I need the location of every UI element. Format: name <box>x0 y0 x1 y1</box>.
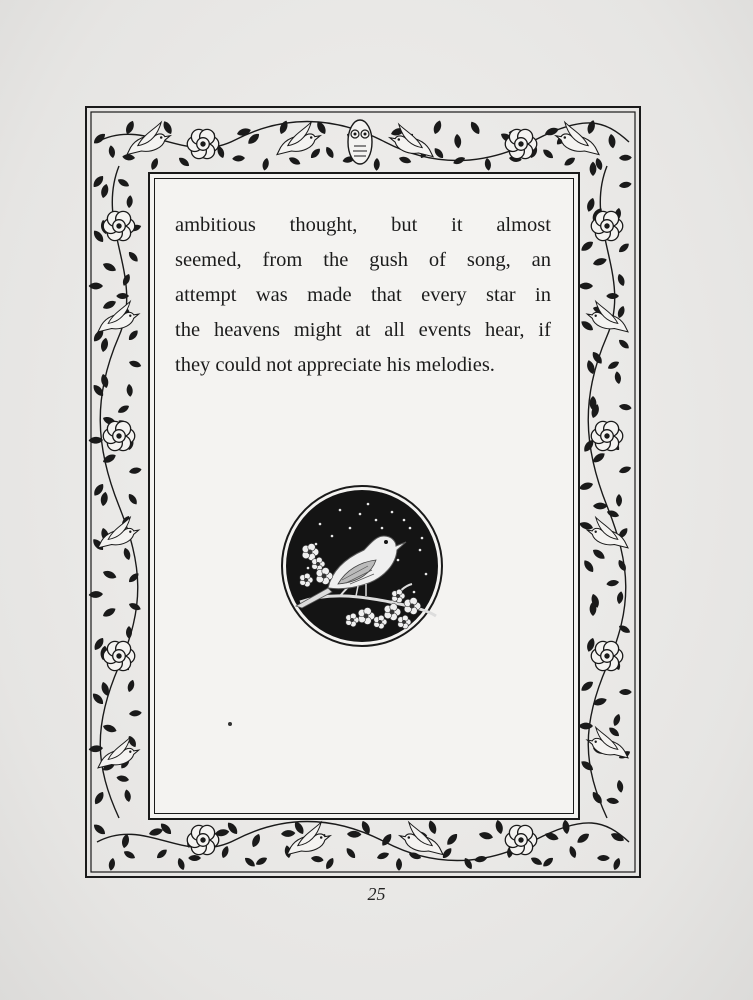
leaf-icon <box>445 832 460 847</box>
leaf-icon <box>578 481 594 492</box>
passage-line-3: attempt was made that every star in <box>175 284 551 306</box>
leaf-icon <box>155 847 169 860</box>
leaf-icon <box>591 547 607 561</box>
passage-line-1: ambitious thought, but it almost <box>175 214 551 236</box>
rose-icon <box>591 421 623 450</box>
leaf-icon <box>592 696 608 707</box>
leaf-icon <box>484 158 492 172</box>
leaf-icon <box>100 183 110 199</box>
passage-line-2: seemed, from the gush of song, an <box>175 249 551 271</box>
leaf-icon <box>618 403 632 411</box>
leaf-icon <box>478 831 494 841</box>
leaf-icon <box>541 856 555 869</box>
leaf-icon <box>126 384 133 397</box>
leaf-icon <box>92 822 107 836</box>
ink-speck <box>228 722 232 726</box>
leaf-icon <box>108 145 116 159</box>
bird-icon <box>587 301 628 332</box>
leaf-icon <box>126 195 133 208</box>
leaf-icon <box>122 154 135 161</box>
leaf-icon <box>592 256 608 267</box>
rose-icon <box>187 129 219 158</box>
leaf-icon <box>102 261 118 273</box>
leaf-icon <box>116 403 130 415</box>
leaf-icon <box>616 494 622 507</box>
rose-icon <box>187 825 219 854</box>
leaf-icon <box>396 858 402 871</box>
leaf-icon <box>617 241 631 254</box>
rose-icon <box>505 129 537 158</box>
leaf-icon <box>597 855 610 861</box>
leaf-icon <box>494 819 504 835</box>
leaf-icon <box>126 679 136 693</box>
leaf-icon <box>310 855 324 863</box>
leaf-icon <box>159 821 174 836</box>
leaf-icon <box>432 119 443 135</box>
passage-line-5: they could not appreciate his melodies. <box>175 354 495 376</box>
leaf-icon <box>562 819 571 834</box>
leaf-icon <box>127 492 139 506</box>
leaf-icon <box>619 689 632 695</box>
rose-icon <box>103 421 135 450</box>
leaf-icon <box>121 833 131 848</box>
leaf-icon <box>91 691 106 706</box>
singing-bird-medallion-icon <box>280 484 444 648</box>
leaf-icon <box>616 559 628 573</box>
leaf-icon <box>541 147 555 160</box>
leaf-icon <box>579 679 595 693</box>
leaf-icon <box>618 465 632 475</box>
leaf-icon <box>124 119 136 135</box>
leaf-icon <box>563 156 577 168</box>
leaf-icon <box>108 857 116 871</box>
leaf-icon <box>309 147 322 160</box>
bird-icon <box>400 822 443 854</box>
leaf-icon <box>148 827 164 837</box>
leaf-icon <box>398 155 412 165</box>
leaf-icon <box>122 849 136 861</box>
leaf-icon <box>344 846 357 860</box>
leaf-icon <box>617 338 631 351</box>
leaf-icon <box>607 725 621 738</box>
leaf-icon <box>530 855 544 867</box>
leaf-icon <box>376 851 390 861</box>
leaf-icon <box>116 774 130 783</box>
leaf-icon <box>568 845 578 859</box>
passage-line-4: the heavens might at all events hear, if <box>175 319 551 341</box>
leaf-icon <box>616 305 626 319</box>
leaf-icon <box>122 547 132 561</box>
leaf-icon <box>225 821 239 837</box>
leaf-icon <box>590 162 597 176</box>
rose-icon <box>103 211 135 240</box>
leaf-icon <box>462 857 474 871</box>
leaf-icon <box>616 273 626 287</box>
leaf-icon <box>579 239 595 253</box>
leaf-icon <box>347 831 362 838</box>
leaf-icon <box>288 155 302 166</box>
leaf-icon <box>278 119 290 135</box>
leaf-icon <box>102 299 118 311</box>
page-number: 25 <box>367 884 386 904</box>
leaf-icon <box>149 157 159 171</box>
leaf-icon <box>606 359 620 371</box>
rose-icon <box>591 641 623 670</box>
leaf-icon <box>612 857 622 871</box>
leaf-icon <box>619 155 632 161</box>
leaf-icon <box>127 250 140 264</box>
leaf-icon <box>474 855 488 863</box>
rose-icon <box>103 641 135 670</box>
leaf-icon <box>129 710 142 717</box>
passage-text <box>175 208 551 383</box>
leaf-icon <box>220 845 230 859</box>
leaf-icon <box>606 579 620 587</box>
leaf-icon <box>128 466 142 475</box>
leaf-icon <box>100 373 110 389</box>
leaf-icon <box>100 337 110 352</box>
rose-icon <box>591 211 623 240</box>
leaf-icon <box>606 293 619 299</box>
rose-icon <box>505 825 537 854</box>
leaf-icon <box>127 328 140 342</box>
leaf-icon <box>126 626 132 639</box>
leaf-icon <box>606 797 620 805</box>
leaf-icon <box>128 359 142 369</box>
leaf-icon <box>93 790 106 806</box>
leaf-icon <box>100 491 109 506</box>
leaf-icon <box>618 181 632 189</box>
leaf-icon <box>261 157 270 171</box>
leaf-icon <box>102 569 118 581</box>
leaf-icon <box>243 856 257 869</box>
leaf-icon <box>176 857 186 871</box>
leaf-icon <box>161 120 174 136</box>
leaf-icon <box>469 120 482 136</box>
leaf-icon <box>614 371 622 385</box>
leaf-icon <box>123 789 132 803</box>
bird-icon <box>587 727 628 758</box>
leaf-icon <box>188 855 201 861</box>
leaf-icon <box>608 134 617 149</box>
leaf-icon <box>281 830 296 838</box>
leaf-icon <box>254 855 268 867</box>
leaf-icon <box>616 779 624 793</box>
leaf-icon <box>575 831 591 845</box>
leaf-icon <box>232 155 245 162</box>
leaf-icon <box>432 146 445 160</box>
leaf-icon <box>579 283 593 290</box>
leaf-icon <box>324 857 336 871</box>
owl-icon <box>348 120 372 164</box>
leaf-icon <box>127 571 141 584</box>
leaf-icon <box>374 158 380 171</box>
leaf-icon <box>250 833 262 849</box>
leaf-icon <box>579 319 595 333</box>
leaf-icon <box>579 723 593 730</box>
leaf-icon <box>324 145 336 159</box>
leaf-icon <box>582 558 596 574</box>
leaf-icon <box>579 759 595 773</box>
bird-icon <box>287 822 330 854</box>
leaf-icon <box>102 723 118 734</box>
leaf-icon <box>593 503 607 510</box>
leaf-icon <box>101 606 117 619</box>
leaf-icon <box>616 591 624 605</box>
leaf-icon <box>612 713 622 727</box>
leaf-icon <box>427 819 438 835</box>
leaf-icon <box>454 134 462 149</box>
leaf-icon <box>586 119 597 135</box>
leaf-icon <box>177 156 191 169</box>
leaf-icon <box>585 197 596 213</box>
leaf-icon <box>128 601 142 612</box>
leaf-icon <box>116 177 130 189</box>
